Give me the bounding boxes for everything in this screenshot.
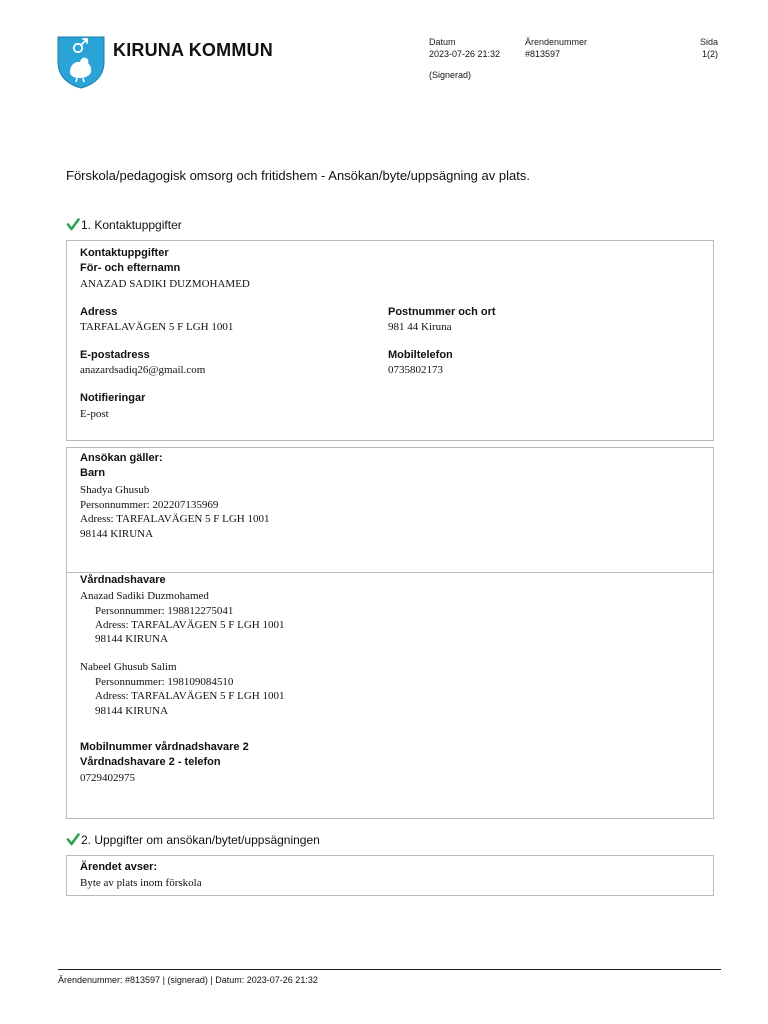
child-name: Shadya Ghusub xyxy=(80,484,150,496)
date-meta xyxy=(429,36,500,60)
guardian-1-pnr: Personnummer: 198812275041 xyxy=(95,605,234,617)
guardian-2-mobile-label: Mobilnummer vårdnadshavare 2 xyxy=(80,741,249,753)
address-value: TARFALAVÄGEN 5 F LGH 1001 xyxy=(80,321,234,333)
name-label: För- och efternamn xyxy=(80,262,181,274)
address-label: Adress xyxy=(80,306,118,318)
matter-value: Byte av plats inom förskola xyxy=(80,877,202,889)
email-value: anazardsadiq26@gmail.com xyxy=(80,364,206,376)
section-2-title: 2. Uppgifter om ansökan/bytet/uppsägningen xyxy=(81,833,320,847)
notifications-value: E-post xyxy=(80,408,109,420)
guardian-1-name: Anazad Sadiki Duzmohamed xyxy=(80,590,209,602)
case-number-value: #813597 xyxy=(525,49,561,59)
child-address: Adress: TARFALAVÄGEN 5 F LGH 1001 xyxy=(80,513,270,525)
green-checkmark-icon xyxy=(66,833,80,847)
guardian-2-phone-value: 0729402975 xyxy=(80,772,135,784)
notifications-label: Notifieringar xyxy=(80,392,146,404)
matter-label: Ärendet avser: xyxy=(80,861,158,873)
child-pnr: Personnummer: 202207135969 xyxy=(80,499,219,511)
date-label: Datum xyxy=(429,37,456,47)
date-value: 2023-07-26 21:32 xyxy=(429,49,501,59)
document-title: Förskola/pedagogisk omsorg och fritidshem - Ansökan/byte/uppsägning av plats. xyxy=(66,168,530,183)
signed-status: (Signerad) xyxy=(429,70,472,80)
section-1-title: 1. Kontaktuppgifter xyxy=(81,218,182,232)
guardian-1-city: 98144 KIRUNA xyxy=(95,633,169,645)
case-number-meta xyxy=(525,36,587,60)
kiruna-coat-of-arms-logo xyxy=(57,36,105,89)
postal-value: 981 44 Kiruna xyxy=(388,321,452,333)
contact-box xyxy=(66,240,714,441)
guardian-2-name: Nabeel Ghusub Salim xyxy=(80,661,177,673)
guardian-2-pnr: Personnummer: 198109084510 xyxy=(95,676,234,688)
page-label: Sida xyxy=(699,37,718,47)
guardian-2-phone-label: Vårdnadshavare 2 - telefon xyxy=(80,756,221,768)
green-checkmark-icon xyxy=(66,218,80,232)
applies-to-label: Ansökan gäller: xyxy=(80,452,163,464)
org-name: KIRUNA KOMMUN xyxy=(113,40,273,60)
name-value: ANAZAD SADIKI DUZMOHAMED xyxy=(80,278,250,290)
contact-box-title: Kontaktuppgifter xyxy=(80,247,169,259)
page-value: 1(2) xyxy=(701,49,718,59)
mobile-label: Mobiltelefon xyxy=(388,349,453,361)
section-1-heading xyxy=(66,218,182,232)
guardians-label: Vårdnadshavare xyxy=(80,574,166,586)
guardian-2-city: 98144 KIRUNA xyxy=(95,705,169,717)
matter-box xyxy=(66,855,714,896)
footer-text: Ärendenummer: #813597 | (signerad) | Datum: 2023-07-26 21:32 xyxy=(58,975,318,985)
application-box xyxy=(66,447,714,819)
child-label: Barn xyxy=(80,467,106,479)
guardian-1-address: Adress: TARFALAVÄGEN 5 F LGH 1001 xyxy=(95,619,285,631)
child-city: 98144 KIRUNA xyxy=(80,528,154,540)
footer-divider xyxy=(58,969,721,970)
postal-label: Postnummer och ort xyxy=(388,306,496,318)
page-meta xyxy=(660,36,718,60)
section-2-heading xyxy=(66,833,320,847)
email-label: E-postadress xyxy=(80,349,150,361)
guardian-2-address: Adress: TARFALAVÄGEN 5 F LGH 1001 xyxy=(95,690,285,702)
case-number-label: Ärendenummer xyxy=(525,37,588,47)
mobile-value: 0735802173 xyxy=(388,364,443,376)
